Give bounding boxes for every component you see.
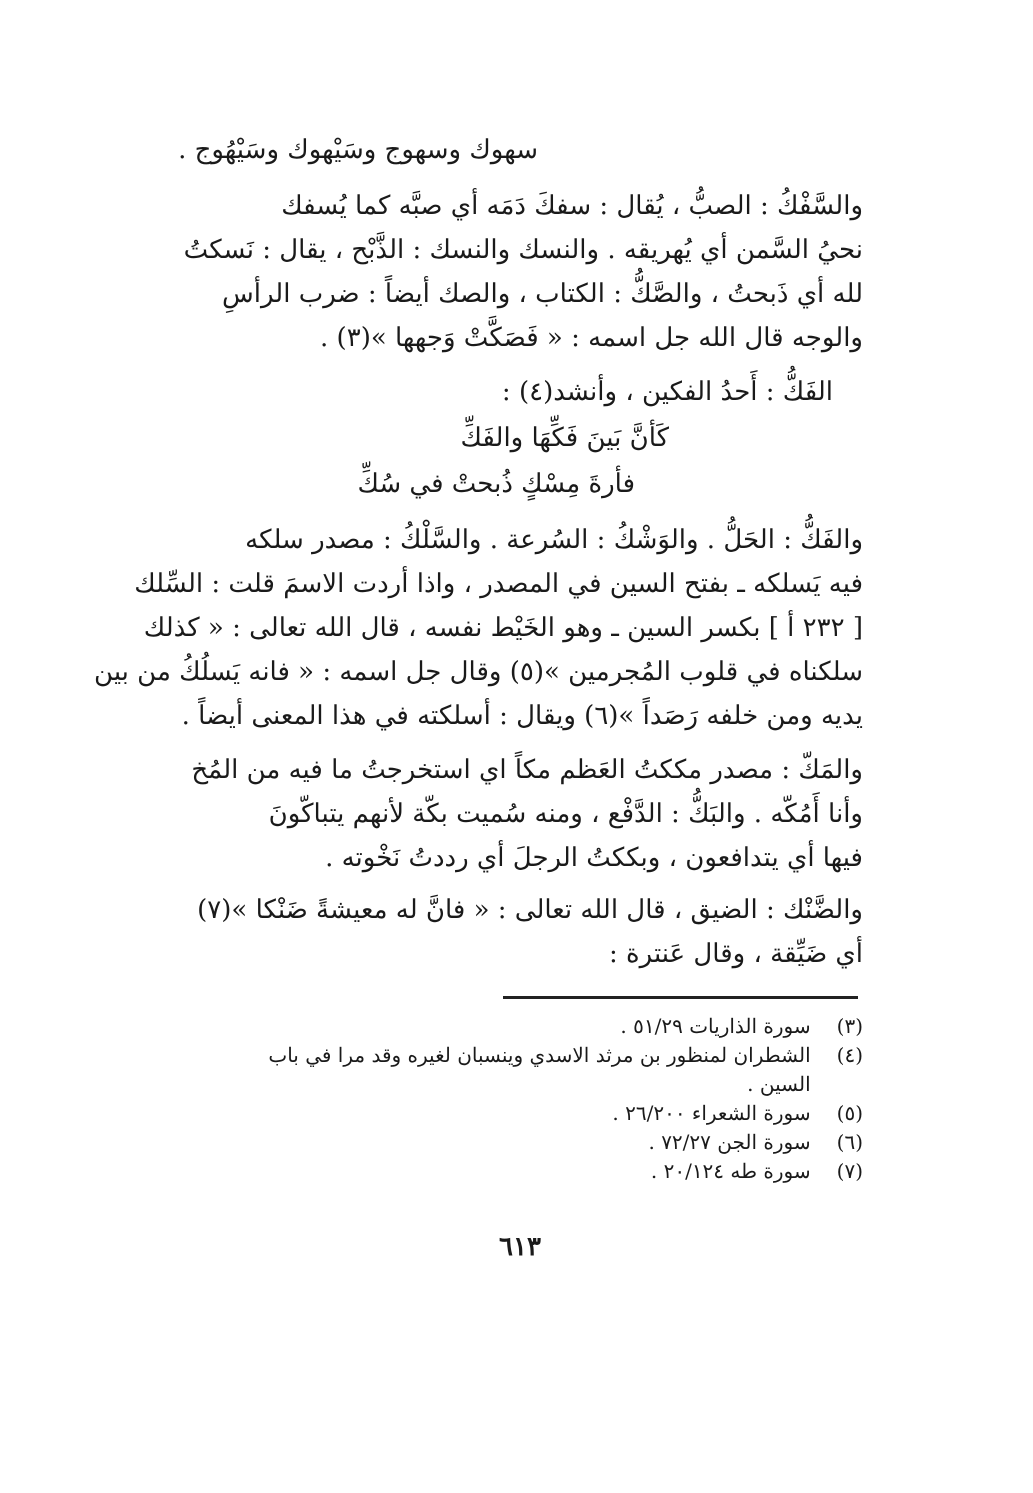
- text-line: فيه يَسلكه ـ بفتح السين في المصدر ، واذا أردت الاسمَ قلت : السِّلك: [134, 569, 863, 599]
- text-line: وأنا أَمُكّه . والبَكُّ : الدَّفْع ، ومنه سُميت بكّة لأنهم يتباكّونَ: [268, 799, 863, 829]
- text-line: الفَكُّ : أَحدُ الفكين ، وأنشد(٤) :: [501, 377, 833, 407]
- text-line: سهوك وسهوج وسَيْهوك وسَيْهُوج .: [178, 135, 538, 165]
- text-line: فيها أي يتدافعون ، وبككتُ الرجلَ أي رددتُ نَخْوته .: [325, 843, 863, 873]
- footnote-number: (٦): [836, 1130, 863, 1154]
- text-line: [ ٢٣٢ أ ] بكسر السين ـ وهو الخَيْط نفسه ، قال الله تعالى : « كذلك: [143, 613, 863, 643]
- footnote-number: (٣): [836, 1014, 863, 1038]
- footnote-separator: [503, 996, 858, 999]
- footnote: [190, 1099, 863, 1128]
- footnote: [190, 1128, 863, 1157]
- text-line: والمَكّ : مصدر مككتُ العَظم مكاً اي استخرجتُ ما فيه من المُخ: [191, 755, 863, 785]
- footnote: [190, 1012, 863, 1041]
- text-line: نحيُ السَّمن أي يُهريقه . والنسك والنسك : الذَّبْح ، يقال : نَسكتُ: [183, 235, 863, 265]
- text-line: يديه ومن خلفه رَصَداً »(٦) ويقال : أسلكته في هذا المعنى أيضاً .: [181, 701, 863, 731]
- footnote-text: السين .: [747, 1072, 811, 1096]
- text-line: سلكناه في قلوب المُجرمين »(٥) وقال جل اسمه : « فانه يَسلُكُ من بين: [94, 657, 863, 687]
- text-line: لله أي ذَبحتُ ، والصَّكُّ : الكتاب ، والصك أيضاً : ضرب الرأسِ: [222, 279, 863, 309]
- footnote-number: (٤): [836, 1043, 863, 1067]
- text-line: والضَّنْك : الضيق ، قال الله تعالى : « فانَّ له معيشةً ضَنْكا »(٧): [197, 895, 863, 925]
- text-line: أي ضَيِّقة ، وقال عَنترة :: [608, 939, 863, 969]
- footnote: [190, 1041, 863, 1070]
- verse-line: فأرةَ مِسْكٍ ذُبحتْ في سُكِّ: [357, 469, 635, 499]
- footnote: [190, 1070, 863, 1099]
- page-number: ٦١٣: [499, 1232, 541, 1262]
- verse-line: كَأنَّ بَينَ فَكِّهَا والفَكِّ: [460, 423, 669, 453]
- footnote-number: (٥): [836, 1101, 863, 1125]
- text-line: والوجه قال الله جل اسمه : « فَصَكَّتْ وَجهها »(٣) .: [320, 323, 863, 353]
- footnote-text: سورة طه ٢٠/١٢٤ .: [650, 1159, 811, 1183]
- text-line: والفَكُّ : الحَلُّ . والوَشْكُ : السُرعة . والسَّلْكُ : مصدر سلكه: [245, 525, 863, 555]
- footnote-text: سورة الذاريات ٥١/٢٩ .: [620, 1014, 811, 1038]
- footnote-text: الشطران لمنظور بن مرثد الاسدي وينسبان لغيره وقد مرا في باب: [268, 1043, 811, 1067]
- footnote-text: سورة الجن ٧٢/٢٧ .: [648, 1130, 811, 1154]
- footnote: [190, 1157, 863, 1186]
- text-line: والسَّفْكُ : الصبُّ ، يُقال : سفكَ دَمَه أي صبَّه كما يُسفك: [281, 191, 863, 221]
- footnote-number: (٧): [836, 1159, 863, 1183]
- footnote-text: سورة الشعراء ٢٦/٢٠٠ .: [612, 1101, 811, 1125]
